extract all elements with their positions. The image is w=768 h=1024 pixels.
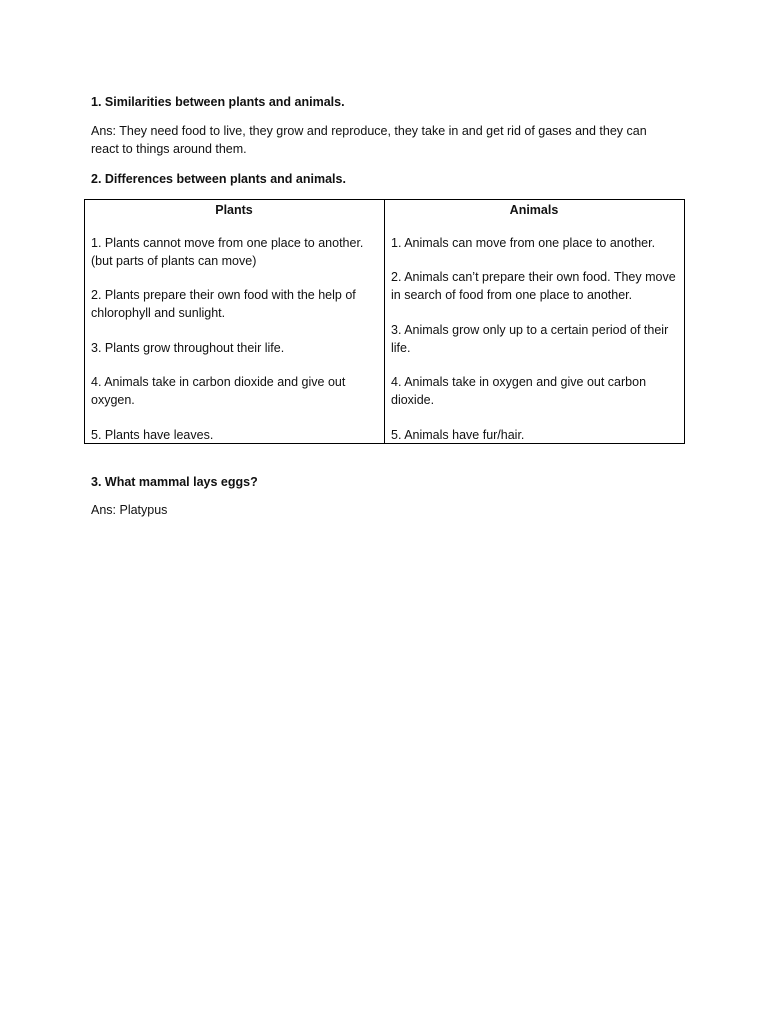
plants-row-1: 1. Plants cannot move from one place to another. (but parts of plants can move) xyxy=(91,236,364,268)
question-2-heading: 2. Differences between plants and animals. xyxy=(91,172,346,186)
animals-row-4: 4. Animals take in oxygen and give out carbon dioxide. xyxy=(391,375,647,407)
question-3-heading: 3. What mammal lays eggs? xyxy=(91,475,258,489)
plants-row-5: 5. Plants have leaves. xyxy=(91,428,214,442)
plants-row-3: 3. Plants grow throughout their life. xyxy=(91,341,285,355)
animals-column-header: Animals xyxy=(509,203,559,217)
plants-row-4: 4. Animals take in carbon dioxide and give out oxygen. xyxy=(91,375,346,407)
animals-row-1: 1. Animals can move from one place to another. xyxy=(391,236,656,250)
plants-column-header: Plants xyxy=(215,203,253,217)
question-1-heading: 1. Similarities between plants and animals. xyxy=(91,95,345,109)
animals-row-5: 5. Animals have fur/hair. xyxy=(391,428,525,442)
comparison-table xyxy=(84,199,685,444)
question-3-answer: Ans: Platypus xyxy=(91,503,168,517)
animals-row-2: 2. Animals can’t prepare their own food. They move in search of food from one place to another. xyxy=(391,270,676,302)
plants-row-2: 2. Plants prepare their own food with the help of chlorophyll and sunlight. xyxy=(91,288,356,320)
question-1-answer: Ans: They need food to live, they grow and reproduce, they take in and get rid of gases and they can react to things around them. xyxy=(91,124,647,156)
table-column-divider xyxy=(384,200,385,443)
animals-row-3: 3. Animals grow only up to a certain period of their life. xyxy=(391,323,669,355)
